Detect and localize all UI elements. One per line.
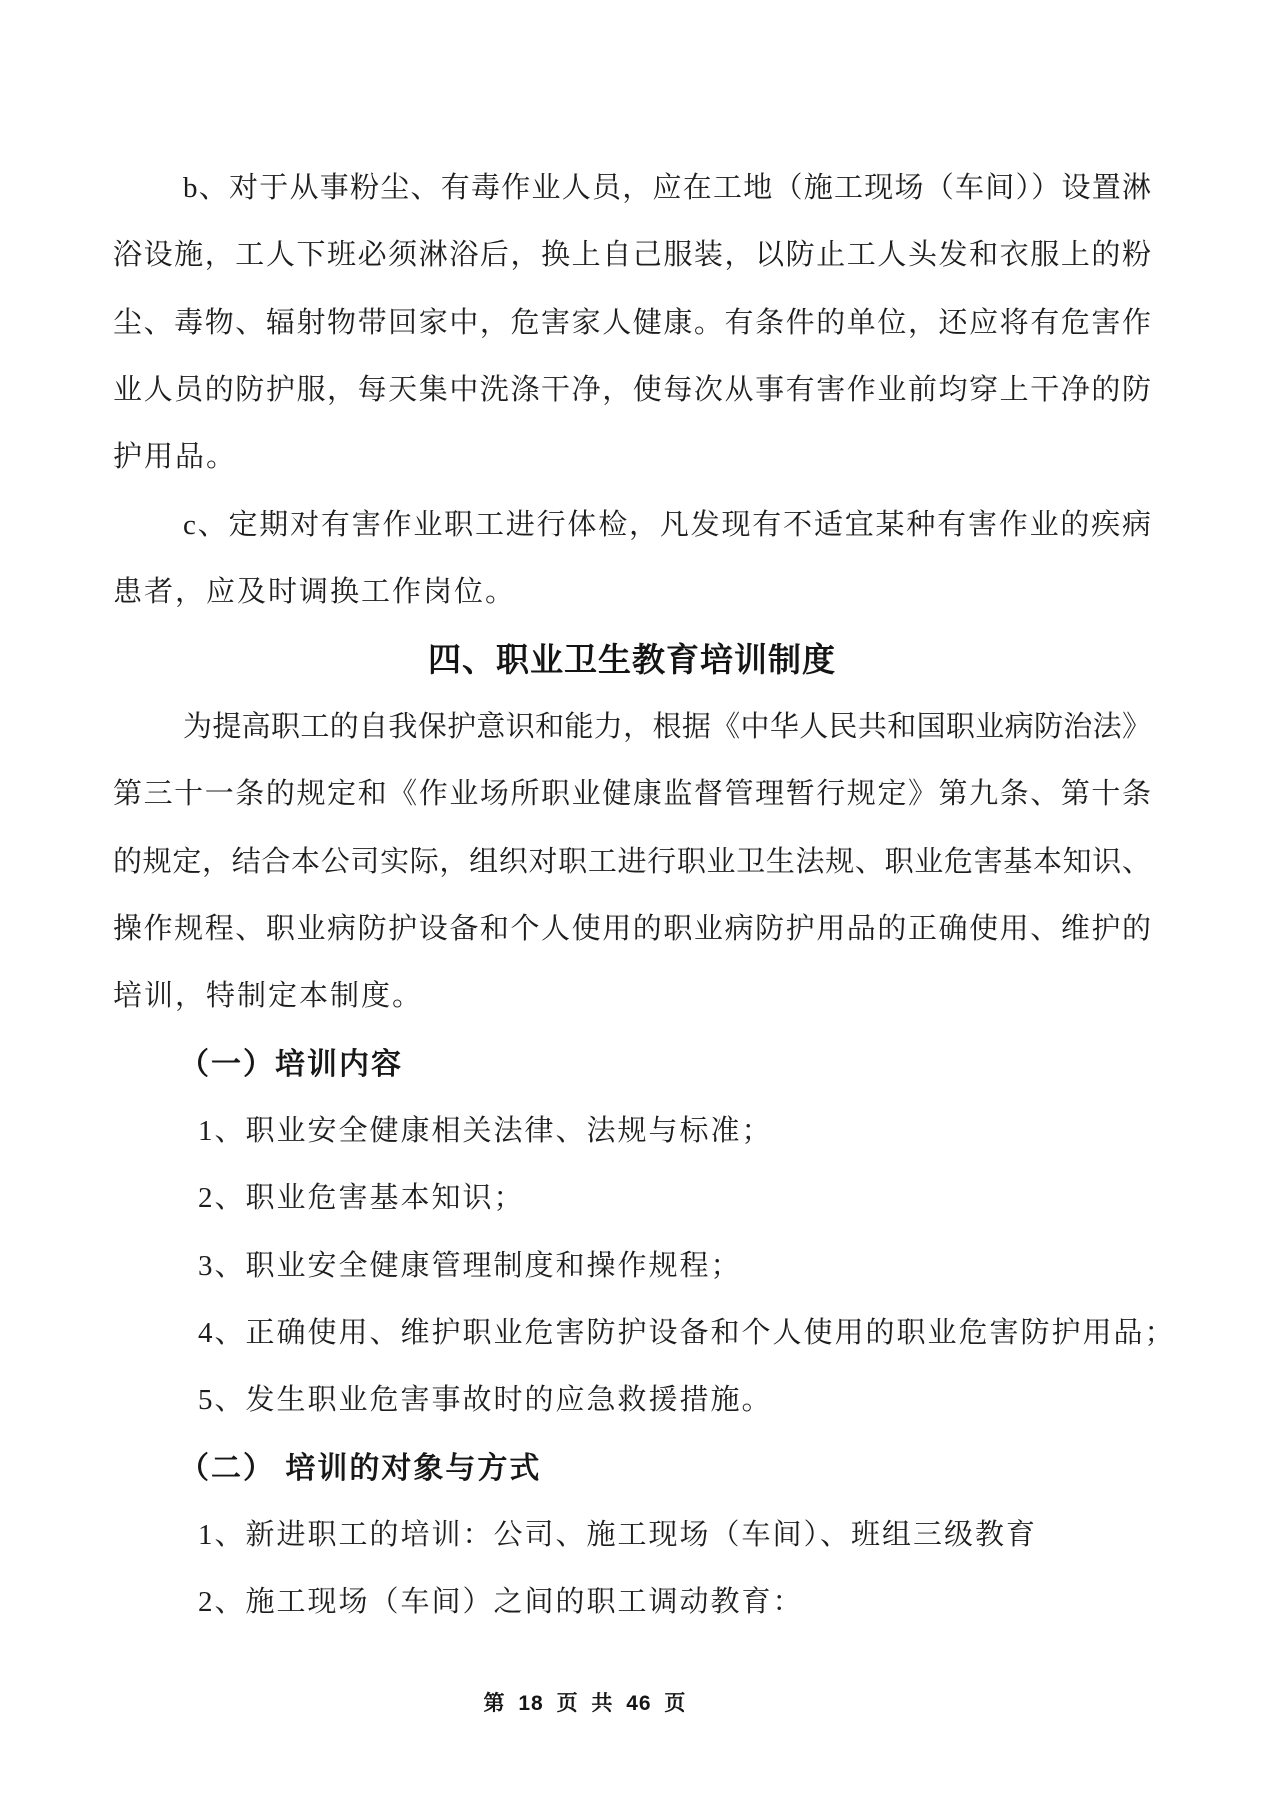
paragraph-line: 的规定，结合本公司实际，组织对职工进行职业卫生法规、职业危害基本知识、 [113, 846, 1151, 878]
paragraph-line: 操作规程、职业病防护设备和个人使用的职业病防护用品的正确使用、维护的 [113, 913, 1151, 945]
list-item: 3、职业安全健康管理制度和操作规程； [198, 1250, 742, 1282]
list-item: 5、发生职业危害事故时的应急救援措施。 [198, 1384, 773, 1416]
paragraph-line: 为提高职工的自我保护意识和能力，根据《中华人民共和国职业病防治法》 [183, 711, 1151, 743]
paragraph-line: 尘、毒物、辐射物带回家中，危害家人健康。有条件的单位，还应将有危害作 [113, 307, 1151, 339]
paragraph-line: 患者，应及时调换工作岗位。 [113, 576, 517, 608]
subsection-heading: （二） 培训的对象与方式 [179, 1452, 542, 1485]
list-item: 1、新进职工的培训：公司、施工现场（车间）、班组三级教育 [198, 1519, 1038, 1551]
subsection-heading: （一）培训内容 [179, 1048, 403, 1081]
page-footer: 第 18 页 共 46 页 [483, 1692, 687, 1715]
section-heading: 四、职业卫生教育培训制度 [428, 641, 836, 678]
list-item: 4、正确使用、维护职业危害防护设备和个人使用的职业危害防护用品； [198, 1317, 1176, 1349]
paragraph-line: 培训，特制定本制度。 [113, 980, 424, 1012]
paragraph-line: b、对于从事粉尘、有毒作业人员，应在工地（施工现场（车间））设置淋 [183, 172, 1151, 204]
paragraph-line: 浴设施，工人下班必须淋浴后，换上自己服装，以防止工人头发和衣服上的粉 [113, 239, 1151, 271]
list-item: 2、职业危害基本知识； [198, 1182, 525, 1214]
list-item: 1、职业安全健康相关法律、法规与标准； [198, 1115, 773, 1147]
paragraph-line: 护用品。 [113, 441, 238, 473]
list-item: 2、施工现场（车间）之间的职工调动教育： [198, 1586, 804, 1618]
paragraph-line: 第三十一条的规定和《作业场所职业健康监督管理暂行规定》第九条、第十条 [113, 778, 1151, 810]
paragraph-line: 业人员的防护服，每天集中洗涤干净，使每次从事有害作业前均穿上干净的防 [113, 374, 1151, 406]
paragraph-line: c、定期对有害作业职工进行体检，凡发现有不适宜某种有害作业的疾病 [183, 509, 1151, 541]
